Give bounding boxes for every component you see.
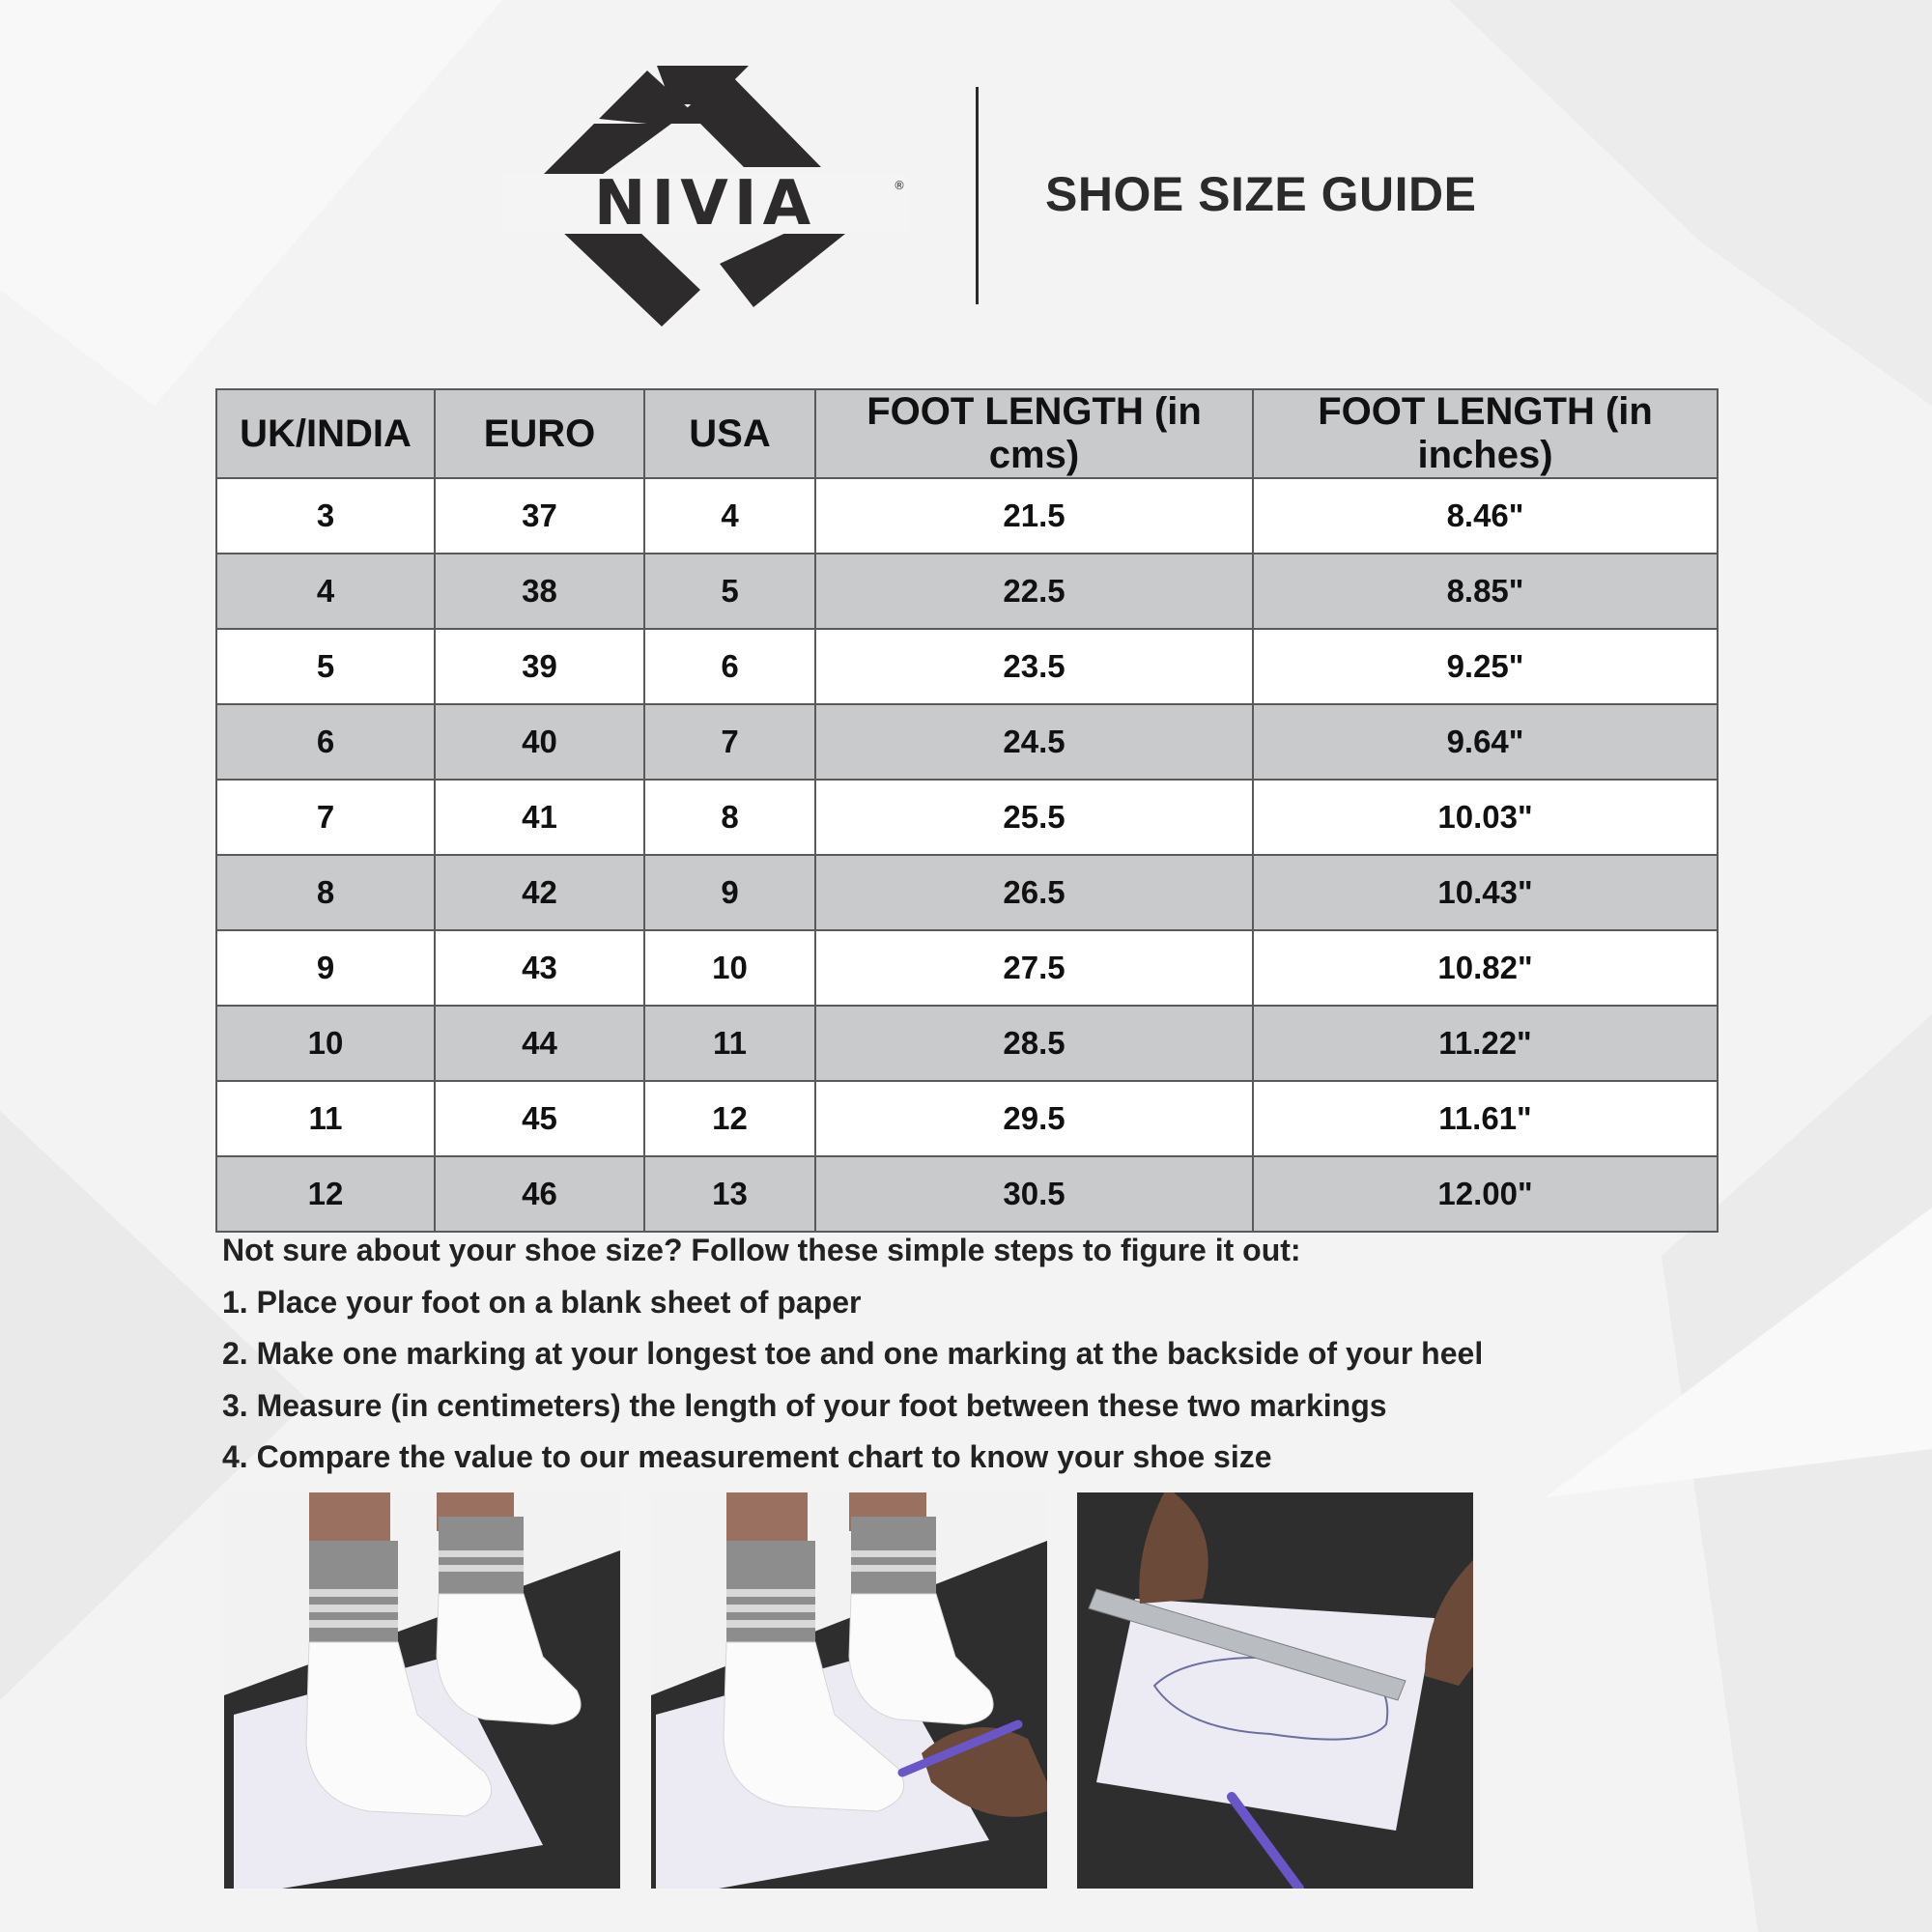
- cell-foot-length-cms: 26.5: [815, 855, 1253, 930]
- cell-foot-length-cms: 25.5: [815, 780, 1253, 855]
- instruction-step: 3. Measure (in centimeters) the length of your foot between these two markings: [222, 1387, 1387, 1423]
- page-title: SHOE SIZE GUIDE: [1045, 167, 1477, 221]
- cell-foot-length-inches: 9.64": [1253, 704, 1718, 780]
- cell-euro: 45: [435, 1081, 644, 1156]
- cell-euro: 42: [435, 855, 644, 930]
- column-header-uk-india: UK/INDIA: [216, 389, 435, 478]
- cell-usa: 5: [644, 554, 815, 629]
- cell-foot-length-cms: 30.5: [815, 1156, 1253, 1232]
- step-photo-marking-toe: [651, 1492, 1047, 1889]
- cell-usa: 11: [644, 1006, 815, 1081]
- column-header-usa: USA: [644, 389, 815, 478]
- cell-foot-length-cms: 29.5: [815, 1081, 1253, 1156]
- cell-uk-india: 4: [216, 554, 435, 629]
- cell-foot-length-inches: 10.43": [1253, 855, 1718, 930]
- table-row: [216, 478, 1718, 554]
- cell-uk-india: 9: [216, 930, 435, 1006]
- cell-foot-length-cms: 23.5: [815, 629, 1253, 704]
- cell-foot-length-inches: 10.82": [1253, 930, 1718, 1006]
- step-photo-foot-on-paper: [224, 1492, 620, 1889]
- svg-text:®: ®: [894, 179, 905, 192]
- cell-usa: 10: [644, 930, 815, 1006]
- logo-wordmark: NIVIA: [593, 168, 817, 240]
- cell-usa: 7: [644, 704, 815, 780]
- cell-euro: 40: [435, 704, 644, 780]
- nivia-logo: [502, 66, 908, 327]
- cell-foot-length-inches: 9.25": [1253, 629, 1718, 704]
- measuring-instructions: [222, 1227, 1719, 1486]
- step-photo-measuring-ruler: [1077, 1492, 1473, 1889]
- cell-uk-india: 12: [216, 1156, 435, 1232]
- table-row: [216, 1006, 1718, 1081]
- cell-foot-length-cms: 22.5: [815, 554, 1253, 629]
- cell-uk-india: 7: [216, 780, 435, 855]
- cell-usa: 4: [644, 478, 815, 554]
- cell-euro: 44: [435, 1006, 644, 1081]
- cell-euro: 39: [435, 629, 644, 704]
- instruction-step: 1. Place your foot on a blank sheet of paper: [222, 1284, 862, 1320]
- header-divider: [976, 87, 979, 304]
- cell-usa: 13: [644, 1156, 815, 1232]
- cell-euro: 41: [435, 780, 644, 855]
- cell-usa: 12: [644, 1081, 815, 1156]
- cell-foot-length-cms: 27.5: [815, 930, 1253, 1006]
- cell-euro: 38: [435, 554, 644, 629]
- cell-usa: 6: [644, 629, 815, 704]
- cell-euro: 37: [435, 478, 644, 554]
- cell-foot-length-cms: 24.5: [815, 704, 1253, 780]
- cell-uk-india: 11: [216, 1081, 435, 1156]
- cell-usa: 8: [644, 780, 815, 855]
- cell-uk-india: 10: [216, 1006, 435, 1081]
- table-row: [216, 554, 1718, 629]
- column-header-foot-length-inches: FOOT LENGTH (in inches): [1253, 389, 1718, 478]
- cell-foot-length-inches: 11.61": [1253, 1081, 1718, 1156]
- table-row: [216, 930, 1718, 1006]
- table-row: [216, 704, 1718, 780]
- cell-foot-length-cms: 28.5: [815, 1006, 1253, 1081]
- cell-uk-india: 6: [216, 704, 435, 780]
- cell-foot-length-inches: 8.85": [1253, 554, 1718, 629]
- cell-euro: 46: [435, 1156, 644, 1232]
- cell-foot-length-inches: 10.03": [1253, 780, 1718, 855]
- table-row: [216, 629, 1718, 704]
- cell-foot-length-inches: 8.46": [1253, 478, 1718, 554]
- size-chart-table: [215, 388, 1719, 1233]
- cell-foot-length-inches: 12.00": [1253, 1156, 1718, 1232]
- column-header-euro: EURO: [435, 389, 644, 478]
- cell-uk-india: 5: [216, 629, 435, 704]
- cell-foot-length-cms: 21.5: [815, 478, 1253, 554]
- cell-foot-length-inches: 11.22": [1253, 1006, 1718, 1081]
- cell-uk-india: 3: [216, 478, 435, 554]
- cell-usa: 9: [644, 855, 815, 930]
- column-header-foot-length-cms: FOOT LENGTH (in cms): [815, 389, 1253, 478]
- instructions-intro: Not sure about your shoe size? Follow these simple steps to figure it out:: [222, 1233, 1301, 1267]
- instruction-step: 2. Make one marking at your longest toe and one marking at the backside of your heel: [222, 1336, 1484, 1371]
- cell-euro: 43: [435, 930, 644, 1006]
- table-row: [216, 1081, 1718, 1156]
- table-row: [216, 780, 1718, 855]
- cell-uk-india: 8: [216, 855, 435, 930]
- table-row: [216, 855, 1718, 930]
- instruction-step: 4. Compare the value to our measurement chart to know your shoe size: [222, 1439, 1272, 1474]
- table-header-row: [216, 389, 1718, 478]
- table-row: [216, 1156, 1718, 1232]
